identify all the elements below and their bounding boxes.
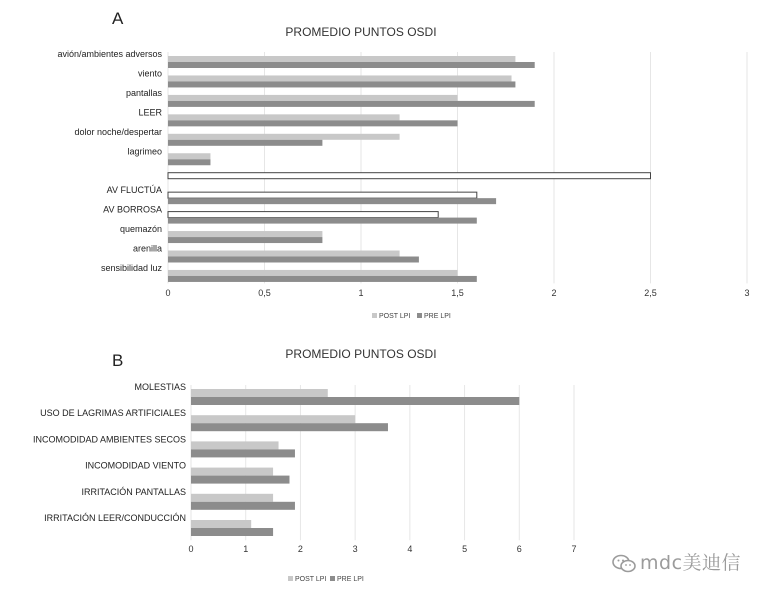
bar-pre-lpi <box>168 218 477 224</box>
bar-post-lpi <box>168 153 210 159</box>
bar-post-lpi <box>168 134 400 140</box>
x-tick-label: 6 <box>516 544 522 554</box>
bar-post-lpi <box>168 173 651 179</box>
legend-label: POST LPI <box>295 576 327 583</box>
x-tick-label: 2,5 <box>644 288 657 298</box>
x-tick-label: 2 <box>297 544 303 554</box>
x-tick-label: 7 <box>571 544 577 554</box>
category-label: AV BORROSA <box>103 204 162 215</box>
category-label: AV FLUCTÚA <box>106 185 162 196</box>
x-tick-label: 1,5 <box>451 288 464 298</box>
category-label: IRRITACIÓN LEER/CONDUCCIÓN <box>44 513 186 523</box>
x-tick-label: 2 <box>551 288 557 298</box>
bar-pre-lpi <box>168 276 477 282</box>
bar-pre-lpi <box>191 502 295 510</box>
legend-label: PRE LPI <box>424 313 451 320</box>
legend-swatch <box>417 313 422 318</box>
bar-pre-lpi <box>168 257 419 263</box>
bar-pre-lpi <box>168 159 210 165</box>
bar-post-lpi <box>168 95 458 101</box>
bar-post-lpi <box>168 114 400 120</box>
legend-swatch <box>372 313 377 318</box>
x-tick-label: 0 <box>188 544 194 554</box>
category-label: quemazón <box>119 224 162 235</box>
category-label: MOLESTIAS <box>134 382 186 392</box>
panel-label: B <box>112 351 124 370</box>
bar-pre-lpi <box>168 120 458 126</box>
bar-post-lpi <box>191 468 273 476</box>
x-tick-label: 1 <box>358 288 364 298</box>
legend-label: POST LPI <box>379 313 411 320</box>
bar-pre-lpi <box>191 476 289 484</box>
watermark <box>612 548 741 575</box>
category-label: lagrimeo <box>127 146 162 157</box>
bar-post-lpi <box>168 75 512 81</box>
category-label: INCOMODIDAD VIENTO <box>85 460 186 471</box>
category-label: IRRITACIÓN PANTALLAS <box>81 486 186 497</box>
bar-post-lpi <box>168 231 322 237</box>
bar-post-lpi <box>168 192 477 198</box>
category-label: INCOMODIDAD AMBIENTES SECOS <box>32 434 186 445</box>
category-label: sensibilidad luz <box>100 262 162 273</box>
bar-post-lpi <box>191 520 251 528</box>
bar-post-lpi <box>168 251 400 257</box>
bar-pre-lpi <box>168 81 515 87</box>
bar-pre-lpi <box>168 198 496 204</box>
legend-swatch <box>330 576 335 581</box>
panel-label: A <box>112 9 124 28</box>
category-label: viento <box>137 68 162 79</box>
bar-post-lpi <box>191 494 273 502</box>
x-tick-label: 5 <box>462 544 468 554</box>
bar-post-lpi <box>168 270 458 276</box>
category-label: pantallas <box>125 87 162 98</box>
category-label: dolor noche/despertar <box>74 126 162 137</box>
category-label: LEER <box>138 107 162 118</box>
bar-pre-lpi <box>168 101 535 107</box>
bar-pre-lpi <box>168 237 322 243</box>
bar-pre-lpi <box>168 140 322 146</box>
bar-post-lpi <box>168 212 438 218</box>
category-label: avión/ambientes adversos <box>57 49 162 59</box>
legend-label: PRE LPI <box>337 576 364 583</box>
bar-pre-lpi <box>191 449 295 457</box>
bar-pre-lpi <box>191 528 273 536</box>
wechat-icon <box>612 554 636 574</box>
bar-post-lpi <box>191 415 355 423</box>
bar-pre-lpi <box>168 62 535 68</box>
bar-post-lpi <box>191 389 328 397</box>
x-tick-label: 3 <box>352 544 358 554</box>
bar-pre-lpi <box>191 397 519 405</box>
chart-title: PROMEDIO PUNTOS OSDI <box>285 25 437 39</box>
watermark-text: mdc美迪信 <box>640 552 742 574</box>
x-tick-label: 0,5 <box>258 288 271 298</box>
legend-swatch <box>288 576 293 581</box>
bar-pre-lpi <box>191 423 388 431</box>
x-tick-label: 1 <box>243 544 249 554</box>
x-tick-label: 0 <box>165 288 171 298</box>
chart-title: PROMEDIO PUNTOS OSDI <box>285 347 437 361</box>
category-label: arenilla <box>132 243 162 254</box>
bar-post-lpi <box>168 56 515 62</box>
x-tick-label: 4 <box>407 544 413 554</box>
category-label: USO DE LAGRIMAS ARTIFICIALES <box>40 408 186 419</box>
x-tick-label: 3 <box>744 288 750 298</box>
bar-post-lpi <box>191 441 279 449</box>
